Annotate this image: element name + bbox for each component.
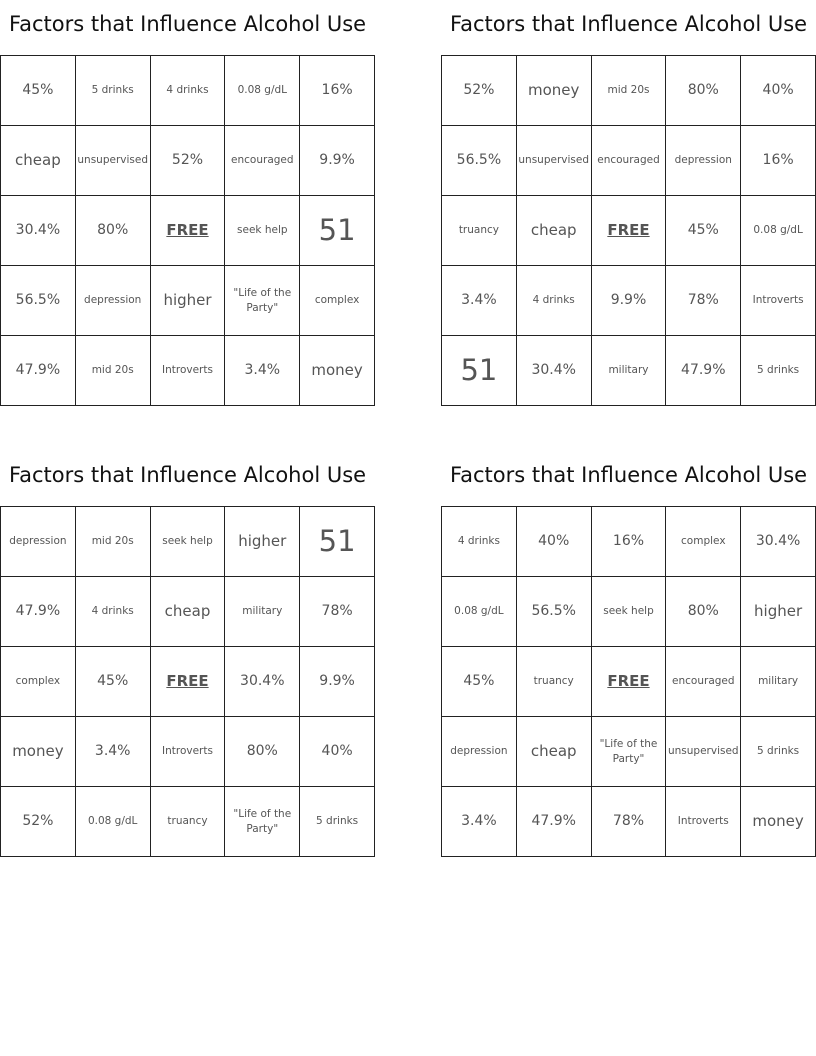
bingo-cell: "Life of the Party" <box>225 787 300 857</box>
bingo-cell: depression <box>666 126 741 196</box>
bingo-cell: 52% <box>151 126 226 196</box>
bingo-cell: 16% <box>592 507 667 577</box>
bingo-cell: 80% <box>666 577 741 647</box>
bingo-cell: 78% <box>300 577 375 647</box>
bingo-cell: seek help <box>592 577 667 647</box>
bingo-cell: 3.4% <box>76 717 151 787</box>
bingo-grid <box>0 506 375 857</box>
bingo-cell: depression <box>442 717 517 787</box>
bingo-cell: depression <box>76 266 151 336</box>
bingo-cell: 47.9% <box>517 787 592 857</box>
bingo-cell: seek help <box>225 196 300 266</box>
bingo-cell: 30.4% <box>517 336 592 406</box>
bingo-cell: complex <box>666 507 741 577</box>
bingo-cell: 45% <box>666 196 741 266</box>
bingo-cell: cheap <box>517 196 592 266</box>
bingo-cell: 5 drinks <box>300 787 375 857</box>
bingo-cell: depression <box>1 507 76 577</box>
bingo-cell: 3.4% <box>442 787 517 857</box>
bingo-cell: 4 drinks <box>517 266 592 336</box>
bingo-cell: complex <box>300 266 375 336</box>
bingo-cell: 80% <box>225 717 300 787</box>
bingo-cell: money <box>300 336 375 406</box>
bingo-cell: 45% <box>442 647 517 717</box>
bingo-cell: 9.9% <box>300 647 375 717</box>
bingo-cell: truancy <box>442 196 517 266</box>
bingo-cell: 78% <box>592 787 667 857</box>
bingo-cell: complex <box>1 647 76 717</box>
bingo-cell: 56.5% <box>442 126 517 196</box>
bingo-cell: 47.9% <box>1 577 76 647</box>
bingo-cell: 47.9% <box>1 336 76 406</box>
bingo-cell: 30.4% <box>741 507 816 577</box>
bingo-cell: higher <box>151 266 226 336</box>
bingo-cell: 45% <box>76 647 151 717</box>
bingo-cell: Introverts <box>151 336 226 406</box>
card-title: Factors that Influence Alcohol Use <box>8 463 367 487</box>
bingo-cell: 52% <box>442 56 517 126</box>
bingo-cell: cheap <box>517 717 592 787</box>
bingo-cell: Introverts <box>151 717 226 787</box>
bingo-cell: higher <box>741 577 816 647</box>
bingo-cell: 56.5% <box>517 577 592 647</box>
bingo-cell: unsupervised <box>517 126 592 196</box>
bingo-cell: 3.4% <box>442 266 517 336</box>
bingo-cell: 78% <box>666 266 741 336</box>
bingo-cell: money <box>1 717 76 787</box>
bingo-cell: encouraged <box>592 126 667 196</box>
bingo-cell: unsupervised <box>666 717 741 787</box>
bingo-cell: 0.08 g/dL <box>225 56 300 126</box>
bingo-cell: 51 <box>300 507 375 577</box>
bingo-cell: 40% <box>300 717 375 787</box>
bingo-cell: 4 drinks <box>442 507 517 577</box>
bingo-cell: cheap <box>1 126 76 196</box>
bingo-cell: 51 <box>300 196 375 266</box>
bingo-cell: 40% <box>741 56 816 126</box>
card-title: Factors that Influence Alcohol Use <box>449 463 808 487</box>
bingo-cell: 30.4% <box>225 647 300 717</box>
free-space: FREE <box>592 647 667 717</box>
free-space: FREE <box>151 647 226 717</box>
bingo-cell: 4 drinks <box>151 56 226 126</box>
bingo-cell: 56.5% <box>1 266 76 336</box>
bingo-grid <box>0 55 375 406</box>
bingo-cell: cheap <box>151 577 226 647</box>
bingo-cell: 3.4% <box>225 336 300 406</box>
bingo-cell: 5 drinks <box>76 56 151 126</box>
bingo-cell: 16% <box>300 56 375 126</box>
bingo-cell: seek help <box>151 507 226 577</box>
bingo-cell: 80% <box>666 56 741 126</box>
bingo-cell: 30.4% <box>1 196 76 266</box>
free-space: FREE <box>592 196 667 266</box>
bingo-cell: 9.9% <box>592 266 667 336</box>
bingo-grid <box>441 506 816 857</box>
bingo-cell: 80% <box>76 196 151 266</box>
bingo-cell: "Life of the Party" <box>225 266 300 336</box>
bingo-grid <box>441 55 816 406</box>
bingo-cell: 52% <box>1 787 76 857</box>
bingo-cell: 0.08 g/dL <box>741 196 816 266</box>
bingo-cell: money <box>741 787 816 857</box>
bingo-cell: Introverts <box>741 266 816 336</box>
bingo-cell: 45% <box>1 56 76 126</box>
bingo-cell: "Life of the Party" <box>592 717 667 787</box>
bingo-cell: military <box>741 647 816 717</box>
bingo-cell: 16% <box>741 126 816 196</box>
bingo-cell: mid 20s <box>76 336 151 406</box>
bingo-cell: military <box>592 336 667 406</box>
bingo-cell: Introverts <box>666 787 741 857</box>
bingo-cell: mid 20s <box>76 507 151 577</box>
bingo-cell: higher <box>225 507 300 577</box>
bingo-cell: military <box>225 577 300 647</box>
bingo-cell: 0.08 g/dL <box>76 787 151 857</box>
bingo-cell: 9.9% <box>300 126 375 196</box>
bingo-cell: unsupervised <box>76 126 151 196</box>
bingo-cell: 5 drinks <box>741 336 816 406</box>
bingo-cell: 51 <box>442 336 517 406</box>
bingo-cell: 4 drinks <box>76 577 151 647</box>
free-space: FREE <box>151 196 226 266</box>
bingo-cell: 5 drinks <box>741 717 816 787</box>
bingo-cell: 0.08 g/dL <box>442 577 517 647</box>
bingo-cell: 40% <box>517 507 592 577</box>
card-title: Factors that Influence Alcohol Use <box>449 12 808 36</box>
bingo-cell: 47.9% <box>666 336 741 406</box>
bingo-cell: encouraged <box>666 647 741 717</box>
bingo-cell: encouraged <box>225 126 300 196</box>
bingo-cell: truancy <box>151 787 226 857</box>
bingo-cell: mid 20s <box>592 56 667 126</box>
bingo-cell: money <box>517 56 592 126</box>
card-title: Factors that Influence Alcohol Use <box>8 12 367 36</box>
bingo-cell: truancy <box>517 647 592 717</box>
